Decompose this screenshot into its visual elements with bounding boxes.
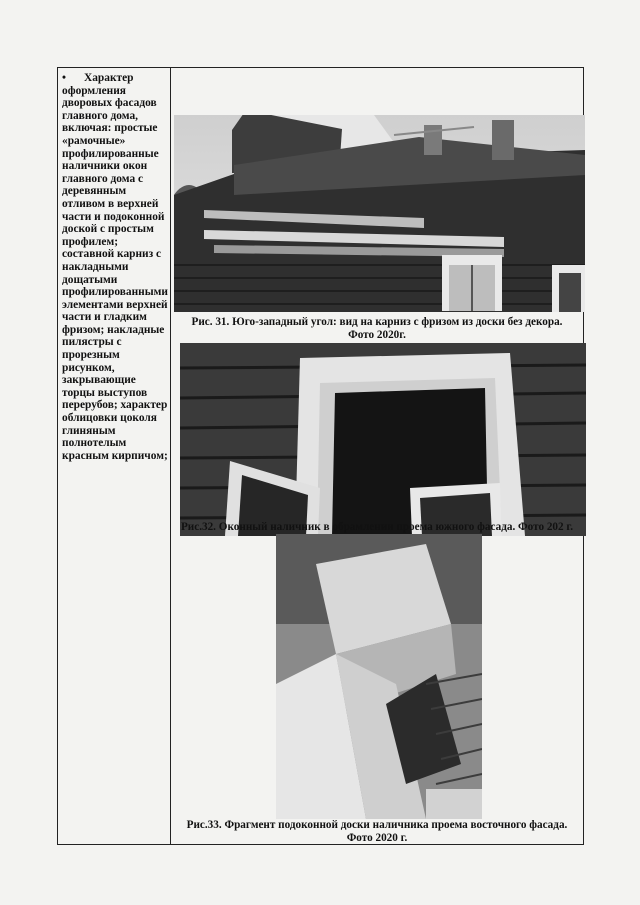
bullet: •	[62, 72, 66, 84]
figure-31-caption	[171, 316, 583, 341]
photo-window-frame	[180, 343, 586, 536]
figures-cell	[171, 68, 583, 844]
figure-31-caption-line2: Фото 2020г.	[348, 328, 406, 341]
figure-31-caption-line1: Рис. 31. Юго-западный угол: вид на карниз с фризом из доски без декора.	[191, 316, 563, 328]
description-text: Характер оформления дворовых фасадов главного дома, включая: простые «рамочные» профилированные наличники окон главного дома с деревянным отливом в верхней части и подоконной доской с простым профилем; составной карниз с накладными дощатыми профилированными элементами верхней части и гладким фризом; накладные пилястры с прорезным рисунком, закрывающие торцы выступов перерубов; характер облицовки цоколя глиняным полнотелым красным кирпичом;	[62, 72, 168, 462]
figure-32-caption	[171, 521, 583, 534]
figure-33-caption-line2: Фото 2020 г.	[346, 831, 408, 844]
photo-sill-board	[276, 534, 482, 819]
description-cell	[62, 72, 168, 462]
figure-33-caption	[171, 819, 583, 844]
photo-roof-cornice	[174, 115, 585, 312]
content-table	[57, 67, 584, 845]
figure-33-caption-line1: Рис.33. Фрагмент подоконной доски наличника проема восточного фасада.	[186, 819, 568, 831]
figure-32-caption-line1: Рис.32. Оконный наличник в обрамлении проема южного фасада. Фото 202 г.	[180, 521, 574, 533]
